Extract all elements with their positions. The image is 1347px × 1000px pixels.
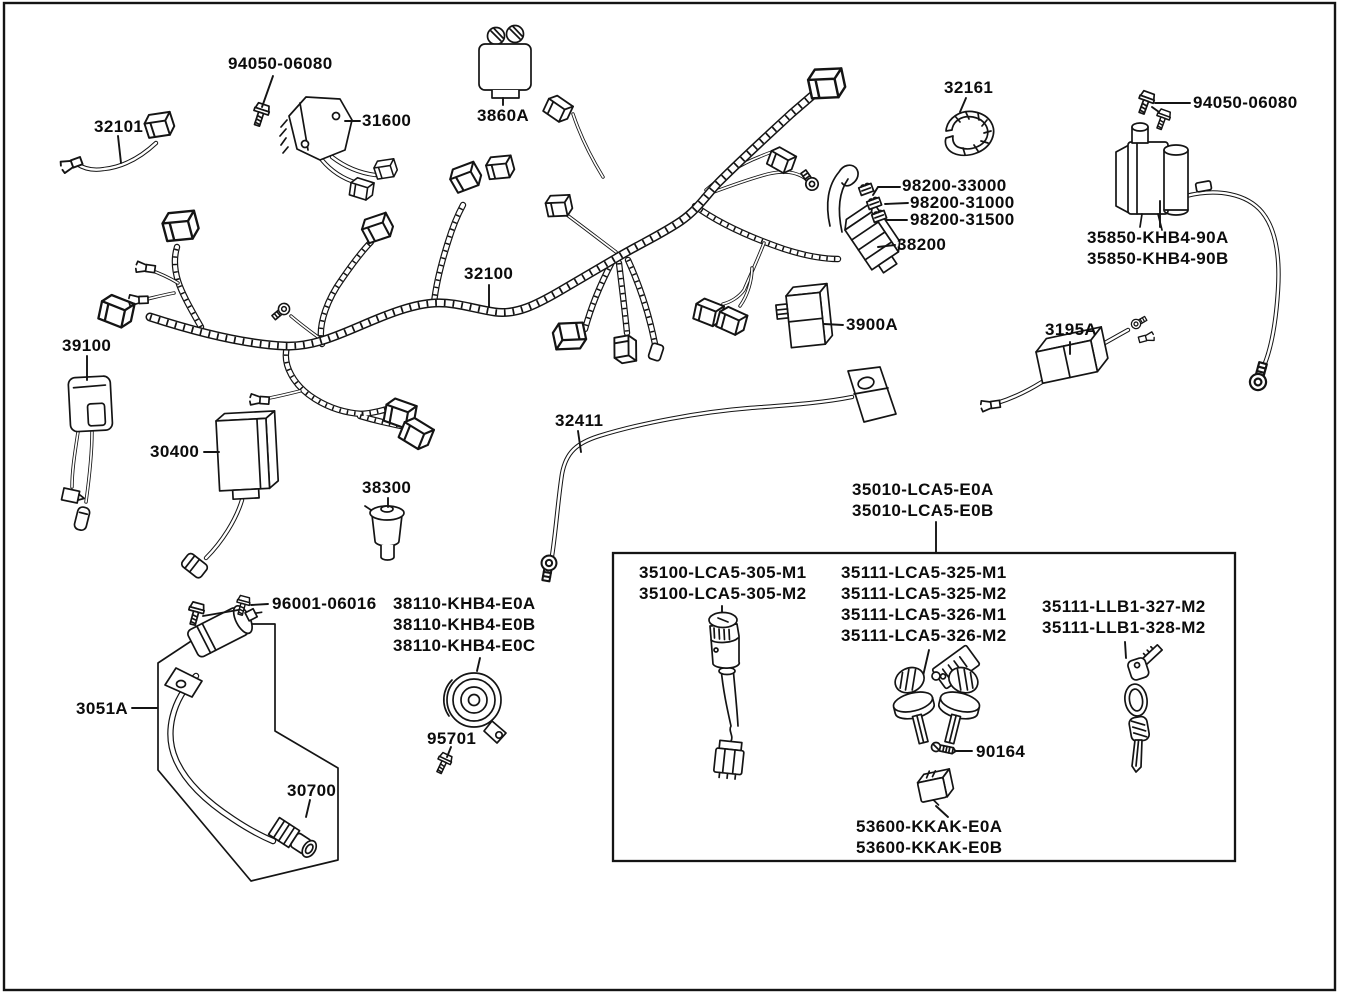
key-35111-LLB1-drawing [1123, 641, 1169, 772]
part-label-38110-KHB4-E0C: 38110-KHB4-E0C [393, 636, 536, 655]
part-label-32411: 32411 [555, 411, 604, 430]
part-label-35111-LCA5-326-M1: 35111-LCA5-326-M1 [841, 605, 1007, 624]
part-label-35111-LLB1-327-M2: 35111-LLB1-327-M2 [1042, 597, 1206, 616]
part-label-30700: 30700 [287, 781, 337, 800]
part-label-53600-KKAK-E0A: 53600-KKAK-E0A [856, 817, 1003, 836]
part-label-30400: 30400 [150, 442, 200, 461]
part-label-94050-06080-b: 94050-06080 [1193, 93, 1298, 112]
screw-90164-drawing [932, 743, 973, 755]
part-label-35111-LCA5-325-M2: 35111-LCA5-325-M2 [841, 584, 1007, 603]
part-label-35100-LCA5-305-M1: 35100-LCA5-305-M1 [639, 563, 807, 582]
bolt-95701-drawing [433, 747, 454, 775]
cdi-30400-drawing [180, 411, 279, 579]
part-label-96001-06016: 96001-06016 [272, 594, 377, 613]
harness-connector [98, 293, 136, 329]
part-label-94050-06080-a: 94050-06080 [228, 54, 333, 73]
flasher-38300-drawing [365, 498, 404, 560]
part-label-90164: 90164 [976, 742, 1026, 761]
bolt-94050-06080-left-drawing [250, 76, 273, 128]
part-label-35010-LCA5-E0A: 35010-LCA5-E0A [852, 480, 994, 499]
part-label-53600-KKAK-E0B: 53600-KKAK-E0B [856, 838, 1003, 857]
part-label-35111-LCA5-325-M1: 35111-LCA5-325-M1 [841, 563, 1007, 582]
part-label-3900A: 3900A [846, 315, 899, 334]
part-label-38110-KHB4-E0B: 38110-KHB4-E0B [393, 615, 536, 634]
part-label-98200-33000: 98200-33000 [902, 176, 1007, 195]
ignition-coil-3051A-drawing [132, 597, 338, 881]
part-label-98200-31000: 98200-31000 [910, 193, 1015, 212]
band-32161-drawing [945, 98, 993, 155]
part-label-32161: 32161 [944, 78, 994, 97]
part-label-35111-LLB1-328-M2: 35111-LLB1-328-M2 [1042, 618, 1206, 637]
part-label-35010-LCA5-E0B: 35010-LCA5-E0B [852, 501, 994, 520]
part-label-38200: 38200 [897, 235, 947, 254]
part-label-3860A: 3860A [477, 106, 530, 125]
ignition-switch-35100-drawing [709, 606, 745, 780]
part-label-31600: 31600 [362, 111, 412, 130]
part-label-38110-KHB4-E0A: 38110-KHB4-E0A [393, 594, 536, 613]
part-label-3051A: 3051A [76, 699, 129, 718]
part-label-98200-31500: 98200-31500 [910, 210, 1015, 229]
part-label-32101: 32101 [94, 117, 144, 136]
unit-39100-drawing [62, 356, 113, 531]
part-label-3195A: 3195A [1045, 320, 1098, 339]
part-label-35850-KHB4-90A: 35850-KHB4-90A [1087, 228, 1229, 247]
key-set-35111-LCA5-drawing [885, 645, 989, 748]
part-label-95701: 95701 [427, 729, 477, 748]
part-label-35850-KHB4-90B: 35850-KHB4-90B [1087, 249, 1229, 268]
cdi-3900A-drawing [774, 284, 843, 349]
part-label-32100: 32100 [464, 264, 514, 283]
part-label-39100: 39100 [62, 336, 112, 355]
relay-3860A-drawing [479, 26, 531, 106]
part-label-35111-LCA5-326-M2: 35111-LCA5-326-M2 [841, 626, 1007, 645]
ground-cable-32411-drawing [539, 367, 896, 582]
switch-53600-drawing [916, 767, 957, 817]
part-label-38300: 38300 [362, 478, 412, 497]
part-label-35100-LCA5-305-M2: 35100-LCA5-305-M2 [639, 584, 807, 603]
wire-harness-32100-drawing [98, 64, 847, 452]
